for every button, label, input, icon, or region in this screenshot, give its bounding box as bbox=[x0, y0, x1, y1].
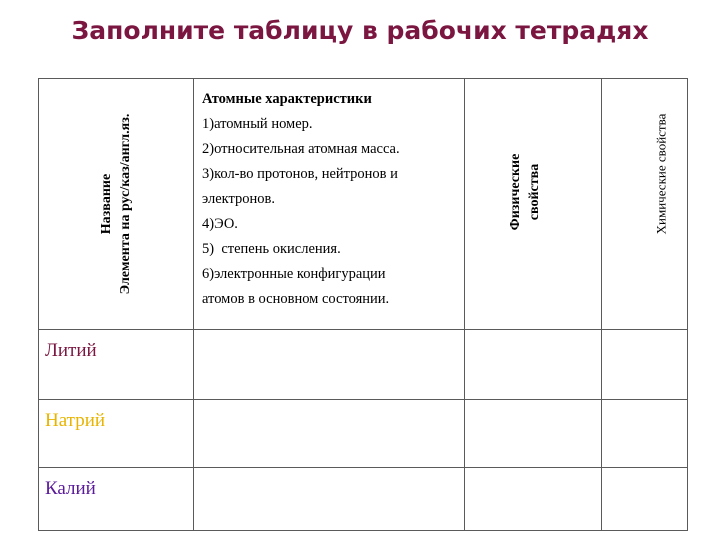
blank-cell[interactable] bbox=[465, 468, 602, 531]
blank-cell[interactable] bbox=[602, 400, 688, 468]
header-cell-chemical bbox=[602, 79, 688, 330]
blank-cell[interactable] bbox=[465, 400, 602, 468]
element-potassium: Калий bbox=[45, 478, 96, 499]
blank-cell[interactable] bbox=[465, 330, 602, 400]
header-physical-line1: Физические bbox=[508, 153, 523, 231]
atomic-item: 5) степень окисления. bbox=[202, 241, 341, 257]
atomic-item: 4)ЭО. bbox=[202, 216, 238, 232]
atomic-item: 3)кол-во протонов, нейтронов и bbox=[202, 166, 398, 182]
blank-cell[interactable] bbox=[602, 330, 688, 400]
header-physical-line2: свойства bbox=[527, 163, 542, 221]
header-cell-name bbox=[39, 79, 194, 330]
element-cell bbox=[39, 330, 194, 400]
element-cell bbox=[39, 468, 194, 531]
element-cell bbox=[39, 400, 194, 468]
element-sodium: Натрий bbox=[45, 410, 106, 431]
assignment-table bbox=[38, 78, 688, 531]
header-name-label bbox=[97, 114, 135, 295]
header-cell-physical bbox=[465, 79, 602, 330]
table-row bbox=[39, 468, 688, 531]
blank-cell[interactable] bbox=[194, 330, 465, 400]
atomic-title: Атомные характеристики bbox=[202, 91, 372, 107]
header-cell-atomic bbox=[194, 79, 465, 330]
table-row bbox=[39, 400, 688, 468]
header-name-line2: Элемента на рус/каз/англ.яз. bbox=[118, 113, 133, 295]
header-physical-label bbox=[506, 154, 544, 231]
atomic-item: 2)относительная атомная масса. bbox=[202, 141, 400, 157]
header-chemical-label: Химические свойства bbox=[653, 113, 668, 235]
header-name-line1: Название bbox=[99, 173, 114, 235]
blank-cell[interactable] bbox=[602, 468, 688, 531]
atomic-item: 6)электронные конфигурации bbox=[202, 266, 386, 282]
table-row bbox=[39, 330, 688, 400]
atomic-item: 1)атомный номер. bbox=[202, 116, 313, 132]
element-lithium: Литий bbox=[45, 340, 97, 361]
atomic-characteristics bbox=[194, 79, 464, 312]
table-header-row bbox=[39, 79, 688, 330]
atomic-item: атомов в основном состоянии. bbox=[202, 291, 390, 307]
page-title: Заполните таблицу в рабочих тетрадях bbox=[71, 16, 649, 45]
atomic-item: электронов. bbox=[202, 191, 275, 207]
blank-cell[interactable] bbox=[194, 468, 465, 531]
blank-cell[interactable] bbox=[194, 400, 465, 468]
